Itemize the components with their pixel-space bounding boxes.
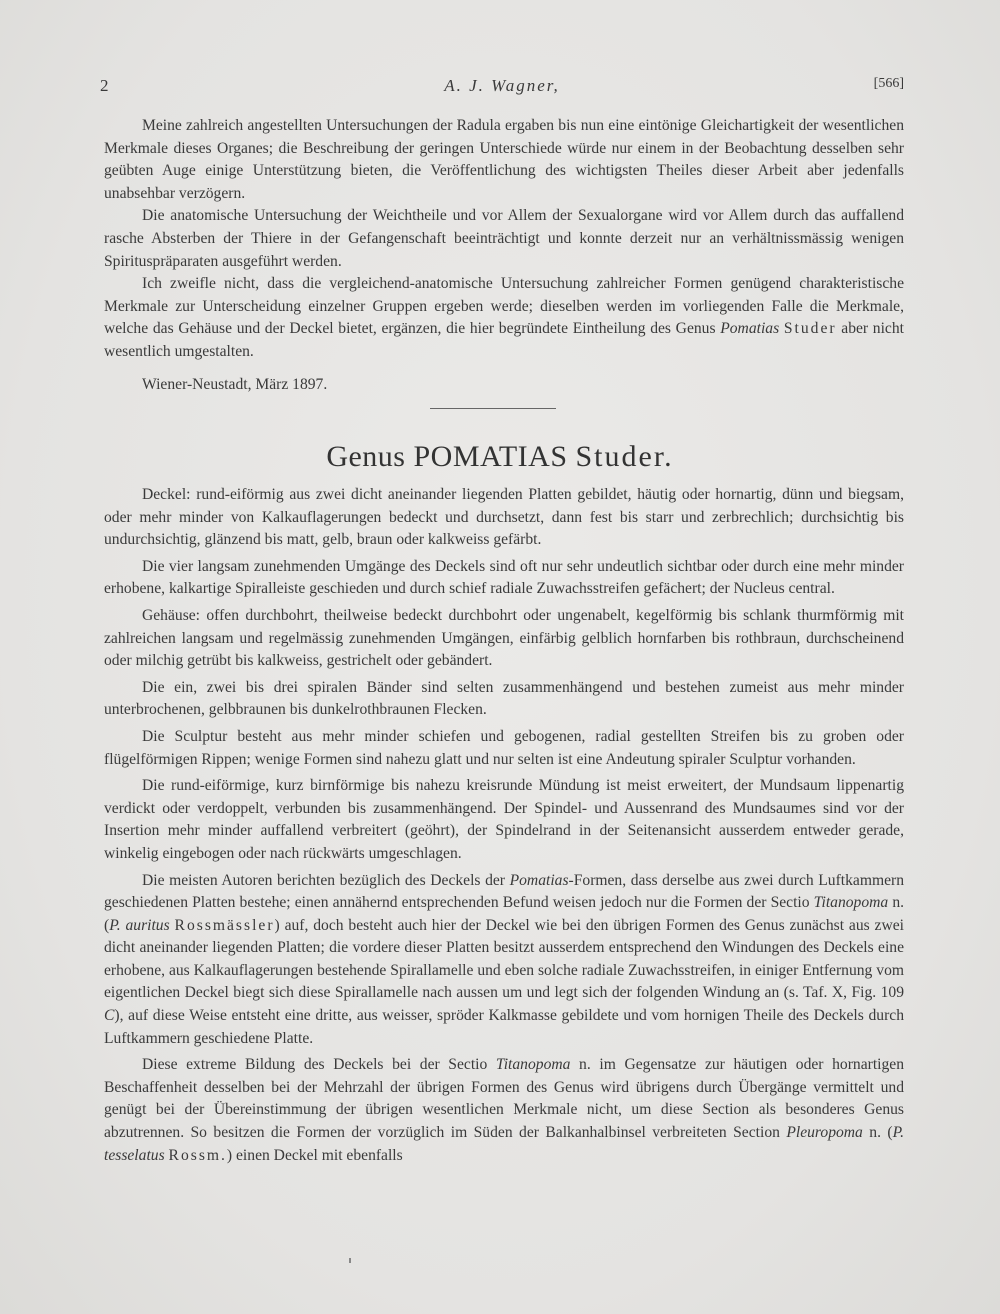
body-paragraph: Gehäuse: offen durchbohrt, theilweise bedeckt durchbohrt oder ungenabelt, kegelförmig bis schlank thurmförmig mit zahlreichen langsam und regelmässig zunehmenden Umgängen, einfärbig gelblich hornfarben bis rothbraun, durchscheinend oder milchig getrübt bis kalkweiss, gestrichelt oder gebändert. <box>104 606 904 670</box>
genus-name: Pomatias <box>720 320 780 338</box>
body-paragraph: Diese extreme Bildung des Deckels bei der Sectio Titanopoma n. im Gegensatze zur häutigen oder hornartigen Beschaffenheit desselben bei der Mehrzahl der übrigen Formen des Genus wird übrigens durch Übergänge vermittelt und genügt bei der Übereinstimmung der übrigen wesentlichen Merkmale nicht, um diese Section als besonderes Genus abzutrennen. So besitzen die Formen der vorzüglich im Süden der Balkanhalbinsel verbreiteten Section Pleuropoma n. (P. tesselatus Rossm.) einen Deckel mit ebenfalls <box>104 1056 905 1164</box>
page-number: 2 <box>100 76 109 95</box>
page-header <box>100 76 904 100</box>
body-paragraph: Die meisten Autoren berichten bezüglich des Deckels der Pomatias-Formen, dass derselbe aus zwei durch Luftkammern geschiedenen Platten bestehe; einen annähernd entsprechenden Befund weisen jedoch nur die Formen der Sectio Titanopoma n. (P. auritus Rossmässler) auf, doch besteht auch hier der Deckel wie bei den übrigen Formen des Genus zunächst aus zwei dicht aneinander liegenden Platten; die vordere dieser Platten besitzt ausserdem entsprechend den Windungen des Deckels eine erhobene, aus Kalkauflagerungen bestehende Spirallamelle und eben solche radiale Zuwachsstreifen, in einiger Entfernung vom eigentlichen Deckel biegt sich diese Spirallamelle nach aussen um und legt sich der folgenden Windung an (s. Taf. X, Fig. 109 C), auf diese Weise entsteht eine dritte, aus weisser, spröder Kalkmasse gebildete und vom hornigen Theile des Deckels durch Luftkammern geschiedene Platte. <box>104 871 905 1047</box>
scan-speck <box>349 1258 351 1263</box>
species-name: P. tesselatus <box>104 1124 905 1164</box>
figure-label: C <box>104 1007 115 1025</box>
intro-paragraph: Meine zahlreich angestellten Untersuchungen der Radula ergaben bis nun eine eintönige Gleichartigkeit der wesentlichen Merkmale dieses Organes; die Beschreibung der geringen Unterschiede würde nur einem in der Beobachtung desselben sehr geübten Auge einige Unterstützung bieten, die Veröffentlichung des wichtigsten Theiles dieser Arbeit aber jedenfalls unabsehbar verzögern. <box>104 117 904 202</box>
original-page-number: [566] <box>873 76 904 91</box>
section-divider <box>430 408 556 409</box>
author-name: Studer <box>783 320 837 338</box>
section-name: Pleuropoma <box>786 1124 863 1142</box>
body-paragraph: Deckel: rund-eiförmig aus zwei dicht aneinander liegenden Platten gebildet, häutig oder hornartig, dünn und biegsam, oder mehr minder von Kalkauflagerungen bedeckt und durchsetzt, dann fest bis starr und zerbrechlich; durchsichtig bis undurchsichtig, glänzend bis matt, gelb, braun oder kalkweiss gefärbt. <box>104 486 904 549</box>
section-name: Titanopoma <box>495 1056 571 1074</box>
intro-paragraph: Ich zweifle nicht, dass die vergleichend-anatomische Untersuchung zahlreicher Formen genügend charakteristische Merkmale zur Unterscheidung einzelner Gruppen ergeben werde; dieselben werden im vorliegenden Falle die Merkmale, welche das Gehäuse und der Deckel bietet, ergänzen, die hier begründete Eintheilung des Genus Pomatias Studer aber nicht wesentlich umgestalten. <box>104 275 904 360</box>
section-name: Titanopoma <box>813 894 889 912</box>
author-name: Rossmässler <box>174 916 275 934</box>
body-paragraph: Die Sculptur besteht aus mehr minder schiefen und gebogenen, radial gestellten Streifen bis zu groben oder flügelförmigen Rippen; wenige Formen sind nahezu glatt und nur selten ist eine Andeutung spiraler Sculptur vorhanden. <box>104 727 904 768</box>
intro-paragraph: Die anatomische Untersuchung der Weichtheile und vor Allem der Sexualorgane wird vor Allem durch das auffallend rasche Absterben der Thiere in der Gefangenschaft beeinträchtigt und konnte derzeit nur an verhältnissmässig wenigen Spirituspräparaten ausgeführt werden. <box>104 207 904 270</box>
body-paragraph: Die rund-eiförmige, kurz birnförmige bis nahezu kreisrunde Mündung ist meist erweitert, der Mundsaum lippenartig verdickt oder verdoppelt, verbunden bis zusammenhängend. Der Spindel- und Aussenrand des Mundsaumes sind vor der Insertion mehr minder auffallend verbreitert (geöhrt), der Spindelrand in der Seitenansicht ausserdem entweder gerade, winkelig eingebogen oder nach rückwärts umgeschlagen. <box>104 777 904 862</box>
running-head: A. J. Wagner, <box>444 76 560 95</box>
section-title-author: Studer. <box>575 440 674 473</box>
body-paragraph: Die ein, zwei bis drei spiralen Bänder sind selten zusammenhängend und bestehen zumeist aus mehr minder unterbrochenen, gelbbraunen bis dunkelrothbraunen Flecken. <box>104 678 904 719</box>
section-title-genus: Genus POMATIAS <box>326 440 568 473</box>
place-date: Wiener-Neustadt, März 1897. <box>142 376 328 393</box>
author-name: Rossm. <box>168 1146 227 1164</box>
genus-name: Pomatias <box>509 871 569 889</box>
main-section <box>104 484 904 1171</box>
body-paragraph: Die vier langsam zunehmenden Umgänge des Deckels sind oft nur sehr undeutlich sichtbar oder durch eine mehr minder erhobene, kalkartige Spiralleiste geschieden und durch schief radiale Zuwachsstreifen gefächert; der Nucleus central. <box>104 557 904 598</box>
species-name: P. auritus <box>109 916 170 934</box>
section-title <box>0 440 1000 474</box>
intro-section <box>104 115 904 364</box>
